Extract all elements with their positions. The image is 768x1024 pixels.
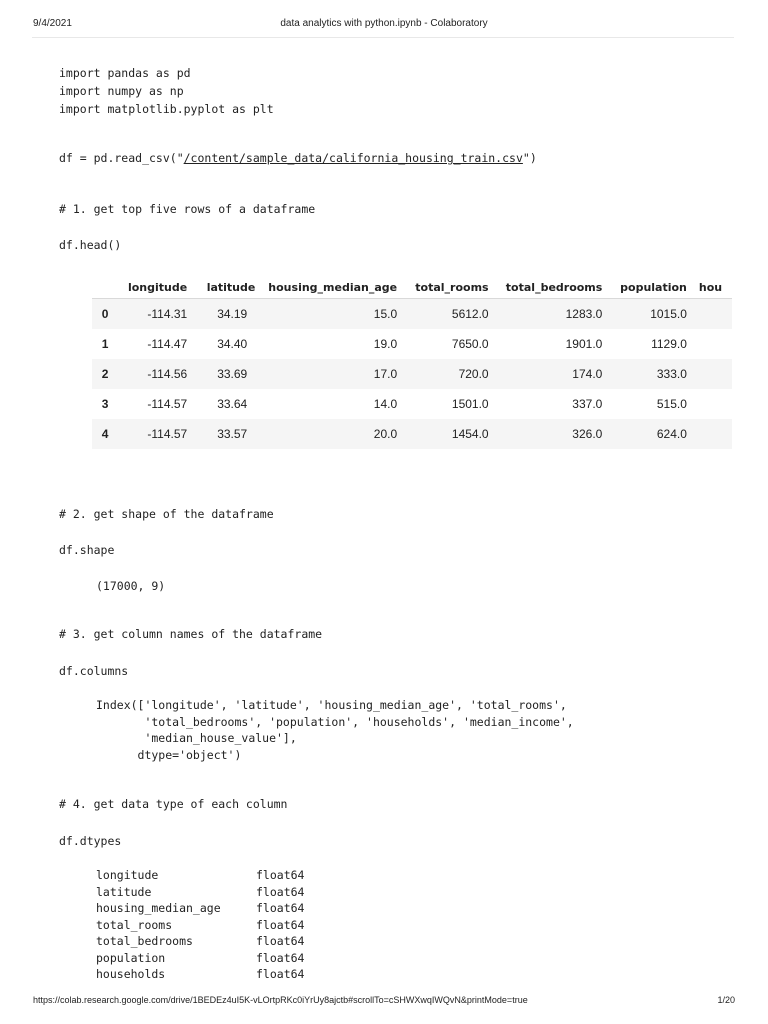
table-row: [92, 329, 732, 359]
table-cell: 337.0: [572, 397, 603, 411]
code-comment: # 1. get top five rows of a dataframe: [59, 202, 316, 216]
dtype-row: [96, 884, 304, 901]
table-cell: 326.0: [495, 419, 609, 449]
table-cell: -114.31: [118, 299, 193, 330]
table-cell: -114.47: [147, 337, 188, 351]
row-index: 0: [92, 299, 118, 330]
table-cell: 7650.0: [451, 337, 489, 351]
table-cell: 34.40: [217, 337, 248, 351]
table-cell: 33.64: [217, 397, 248, 411]
header-divider: [32, 37, 734, 38]
table-header-row: [92, 276, 732, 299]
dtype-column-name: housing_median_age: [96, 901, 221, 915]
row-index: 2: [92, 359, 118, 389]
column-header: total_bedrooms: [505, 280, 603, 294]
code-text: "): [522, 151, 537, 165]
table-cell: 34.19: [193, 299, 261, 330]
dtype-value: float64: [256, 950, 305, 965]
column-header: latitude: [206, 280, 256, 294]
code-cell-imports: [59, 64, 274, 118]
table-cell: 20.0: [261, 419, 403, 449]
dtype-row: [96, 867, 304, 884]
output-line: 'total_bedrooms', 'population', 'households', 'median_income',: [96, 714, 574, 729]
code-cell-dtypes: [59, 832, 121, 850]
table-cell: 1015.0: [608, 299, 693, 330]
table-row: [92, 419, 732, 449]
table-cell: 1501.0: [451, 397, 489, 411]
table-cell: 33.57: [193, 419, 261, 449]
dtype-value: float64: [256, 868, 305, 882]
column-header: [92, 276, 118, 299]
shape-output: [96, 578, 165, 595]
table-cell: -114.57: [118, 419, 193, 449]
dtype-value: float64: [256, 901, 305, 915]
table-cell: -114.57: [147, 397, 188, 411]
dtype-column-name: total_rooms: [96, 917, 173, 932]
dtype-value: float64: [256, 967, 305, 981]
output-text: (17000, 9): [96, 579, 166, 593]
code-text: df = pd.read_csv(": [59, 151, 184, 165]
dtype-row: [96, 966, 304, 983]
print-date: 9/4/2021: [33, 18, 72, 29]
column-header: population: [620, 280, 687, 294]
page-number: 1/20: [717, 995, 735, 1005]
table-cell: 720.0: [403, 359, 494, 389]
code-line: import numpy as np: [59, 84, 184, 98]
table-cell: 5612.0: [403, 299, 494, 330]
dtype-column-name: population: [96, 950, 166, 965]
table-cell: 333.0: [608, 359, 693, 389]
table-cell: 1283.0: [495, 299, 609, 330]
code-line: import matplotlib.pyplot as plt: [59, 102, 274, 116]
dtype-column-name: latitude: [96, 884, 152, 899]
code-cell-shape-comment: [59, 505, 274, 523]
table-cell: 515.0: [656, 397, 687, 411]
row-index: 4: [92, 419, 118, 449]
dtype-row: [96, 900, 304, 917]
row-index: 1: [101, 337, 109, 351]
dtype-row: [96, 933, 304, 950]
code-comment: # 3. get column names of the dataframe: [59, 627, 323, 641]
dtype-value: float64: [256, 934, 305, 948]
code-line: df.head(): [59, 238, 122, 252]
table-row: [92, 299, 732, 330]
dtype-row: [96, 950, 304, 967]
code-line: df.dtypes: [59, 834, 122, 848]
dtype-value: float64: [256, 917, 305, 932]
columns-output: [96, 697, 574, 763]
column-header: total_rooms: [415, 280, 489, 294]
row-index: 3: [101, 397, 109, 411]
csv-path-link[interactable]: /content/sample_data/california_housing_train.csv: [183, 151, 523, 165]
output-line: 'median_house_value'],: [96, 731, 297, 745]
head-table: [92, 276, 732, 449]
dtype-value: float64: [256, 884, 305, 899]
dataframe-output: [92, 276, 732, 449]
dtype-column-name: households: [96, 967, 166, 981]
code-cell-read-csv: [59, 149, 537, 167]
table-cell: 624.0: [608, 419, 693, 449]
code-cell-columns-comment: [59, 625, 322, 643]
column-header: hou: [698, 280, 723, 294]
column-header: longitude: [127, 280, 188, 294]
code-cell-head: [59, 236, 121, 254]
code-line: df.shape: [59, 543, 115, 557]
dtypes-output: [96, 867, 304, 983]
table-cell: 17.0: [261, 359, 403, 389]
table-cell: -114.56: [118, 359, 193, 389]
column-header: housing_median_age: [268, 280, 398, 294]
dtype-column-name: longitude: [96, 868, 159, 882]
code-comment: # 2. get shape of the dataframe: [59, 507, 274, 521]
footer-url[interactable]: https://colab.research.google.com/drive/1BEDEz4uI5K-vLOrtpRKc0iYrUy8ajctb#scrollTo=cSHWXwqIWQvN&printMode=true: [33, 995, 528, 1005]
table-cell: 14.0: [373, 397, 398, 411]
table-cell: 174.0: [495, 359, 609, 389]
dtype-row: [96, 917, 304, 934]
code-cell-dtypes-comment: [59, 795, 287, 813]
table-cell: 33.69: [193, 359, 261, 389]
output-line: Index(['longitude', 'latitude', 'housing_median_age', 'total_rooms',: [96, 698, 567, 712]
table-cell: 15.0: [261, 299, 403, 330]
code-line: import pandas as pd: [59, 66, 191, 80]
table-cell: 1129.0: [651, 337, 687, 351]
dtype-column-name: total_bedrooms: [96, 934, 193, 948]
document-title: data analytics with python.ipynb - Colaboratory: [280, 18, 488, 29]
table-cell: 19.0: [373, 337, 398, 351]
table-row: [92, 359, 732, 389]
code-comment: # 4. get data type of each column: [59, 797, 288, 811]
code-cell-head-comment: [59, 200, 315, 218]
table-cell: 1454.0: [403, 419, 494, 449]
code-cell-shape: [59, 541, 114, 559]
code-line: df.columns: [59, 664, 129, 678]
table-row: [92, 389, 732, 419]
table-cell: 1901.0: [565, 337, 603, 351]
code-cell-columns: [59, 662, 128, 680]
output-line: dtype='object'): [96, 747, 242, 762]
